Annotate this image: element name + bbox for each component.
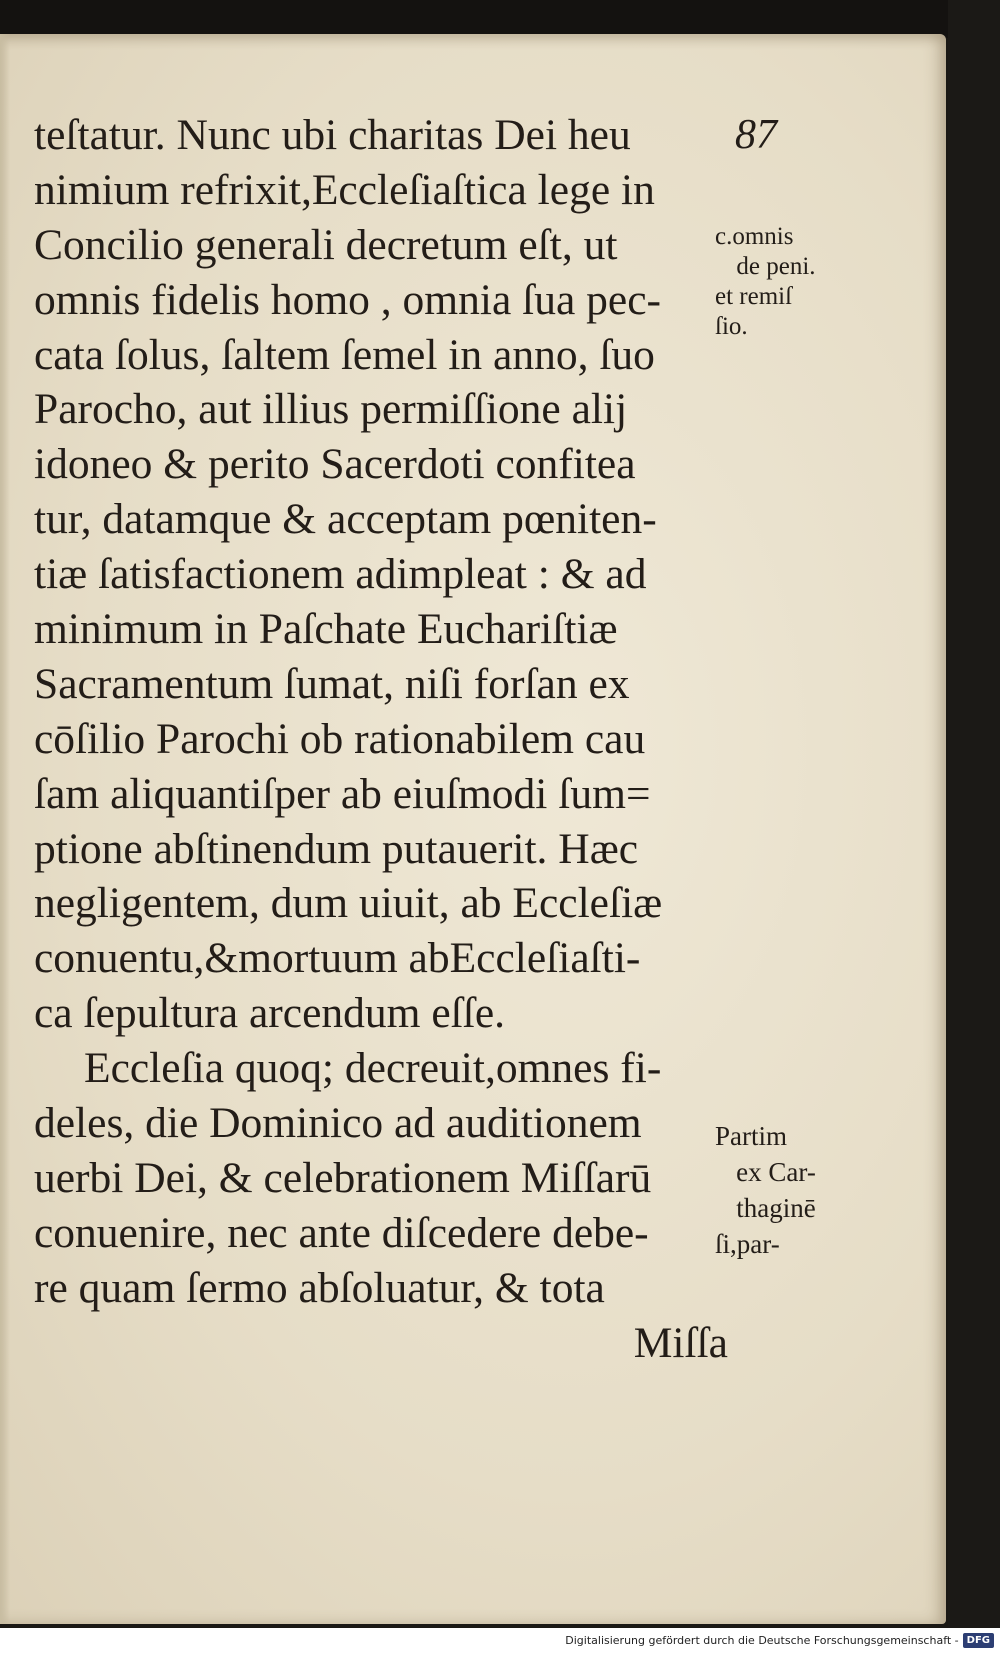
text-line: Sacramentum ſumat, niſi forſan ex <box>34 659 630 708</box>
margin-note-line: c.omnis <box>715 223 794 250</box>
text-line: deles, die Dominico ad auditionem <box>34 1099 642 1148</box>
paragraph-start-line: Eccleſia quoq; decreuit,omnes fi- <box>84 1044 662 1093</box>
text-line: cōſilio Parochi ob rationabilem cau <box>34 714 646 763</box>
text-line: ca ſepultura arcendum eſſe. <box>34 989 506 1038</box>
text-line: Parocho, aut illius permiſſione alij <box>34 385 628 434</box>
text-line: teſtatur. Nunc ubi charitas Dei heu <box>34 111 631 159</box>
margin-note-line: de peni. <box>736 253 816 280</box>
margin-note-line: ſio. <box>715 313 748 340</box>
text-line: cata ſolus, ſaltem ſemel in anno, ſuo <box>34 330 655 379</box>
text-line: idoneo & perito Sacerdoti confitea <box>34 440 636 489</box>
margin-note-line: ſi,par- <box>715 1229 780 1259</box>
text-line: minimum in Paſchate Euchariſtiæ <box>34 605 618 654</box>
text-line: ptione abſtinendum putauerit. Hæc <box>34 824 639 873</box>
text-line: Concilio generali decretum eſt, ut <box>34 220 618 269</box>
text-line: negligentem, dum uiuit, ab Eccleſiæ <box>34 879 663 928</box>
scan-background-right <box>948 0 1000 1653</box>
text-line: omnis fidelis homo , omnia ſua pec- <box>34 275 662 324</box>
text-line: tur, datamque & acceptam pœniten- <box>34 495 657 544</box>
page-number: 87 <box>735 112 777 158</box>
margin-note-line: thaginē <box>736 1193 816 1223</box>
digitization-credit-bar <box>0 1628 1000 1653</box>
page-edge-shadow <box>0 34 10 1624</box>
text-line: ſam aliquantiſper ab eiuſmodi ſum= <box>34 769 651 818</box>
text-line: nimium refrixit,Eccleſiaſtica lege in <box>34 165 655 214</box>
text-line: conuenire, nec ante diſcedere debe- <box>34 1208 649 1257</box>
margin-note-line: Partim <box>715 1121 787 1151</box>
main-text-block <box>34 108 734 1370</box>
margin-note-line: ex Car- <box>736 1157 816 1187</box>
text-line: conuentu,&mortuum abEccleſiaſti- <box>34 934 641 983</box>
margin-note-canon-reference <box>715 222 837 342</box>
digitization-credit-text: Digitalisierung gefördert durch die Deutsche Forschungsgemeinschaft - <box>565 1634 959 1647</box>
margin-note-line: et remiſ <box>715 283 793 310</box>
text-line: uerbi Dei, & celebrationem Miſſarū <box>34 1153 652 1202</box>
scan-background-top <box>0 0 1000 38</box>
catchword: Miſſa <box>633 1318 728 1367</box>
margin-note-council-reference <box>715 1118 837 1262</box>
dfg-logo: DFG <box>963 1633 994 1648</box>
text-line: tiæ ſatisfactionem adimpleat : & ad <box>34 550 647 599</box>
text-line: re quam ſermo abſoluatur, & tota <box>34 1263 605 1312</box>
